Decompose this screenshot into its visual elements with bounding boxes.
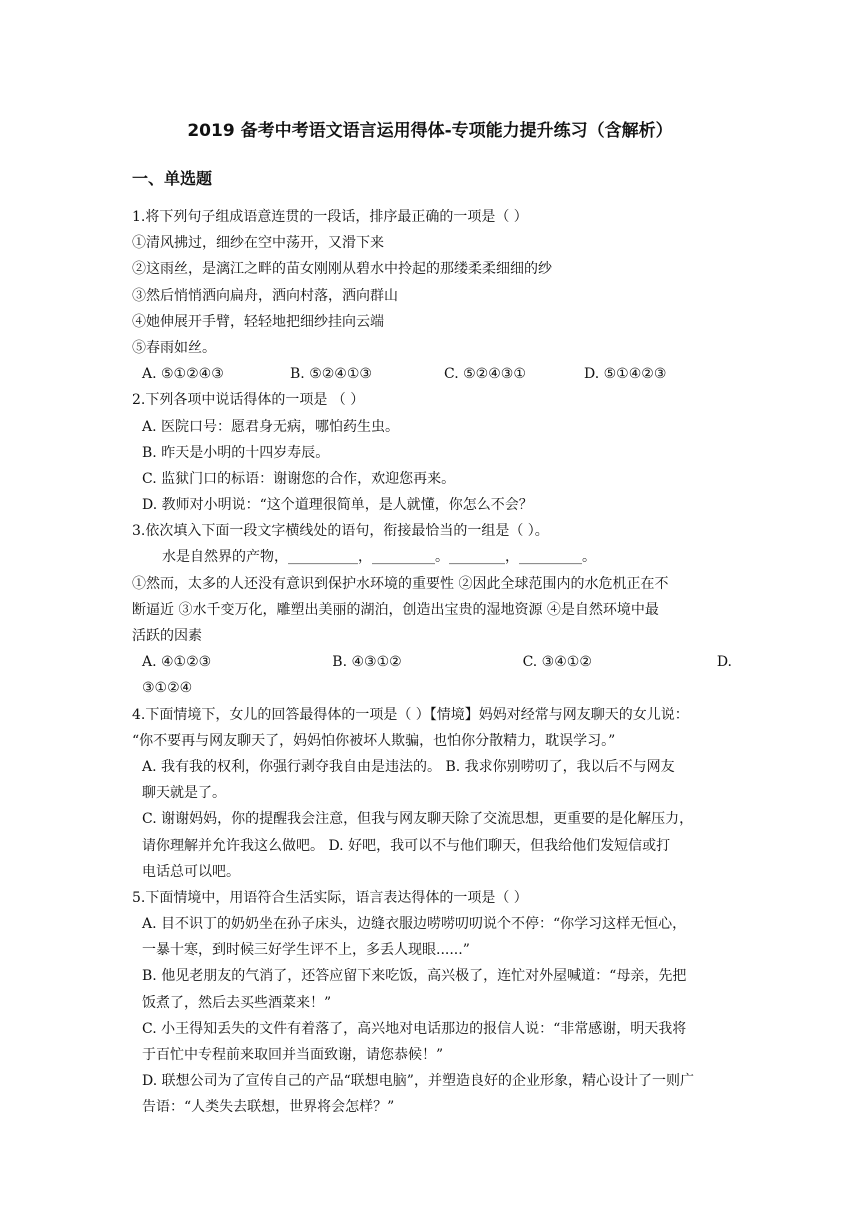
option-c: C. ③④①② (522, 654, 592, 671)
question-1-sentence: ①清风拂过，细纱在空中荡开，又滑下来 (132, 235, 384, 252)
question-3-choices: 活跃的因素 (132, 628, 202, 644)
option-b: B. ④③①② (332, 654, 402, 671)
option-b: B. 他见老朋友的气消了，还答应留下来吃饭，高兴极了，连忙对外屋喊道：“母亲，先把 (142, 968, 687, 985)
option-b: B. ⑤②④①③ (290, 366, 372, 383)
question-3-options (132, 649, 732, 675)
question-1-options (132, 361, 732, 387)
option-c: C. ⑤②④③① (444, 366, 526, 383)
question-4-stem: “你不要再与网友聊天了，妈妈怕你被坏人欺骗，也怕你分散精力，耽误学习。” (132, 732, 616, 749)
question-3-choices: 断逼近 ③水千变万化，雕塑出美丽的湖泊，创造出宝贵的湿地资源 ④是自然环境中最 (132, 601, 659, 618)
option-a: A. ④①②③ (142, 654, 212, 671)
option-c-continued: 于百忙中专程前来取回并当面致谢，请您恭候！” (142, 1047, 444, 1063)
question-4-stem: 4.下面情境下，女儿的回答最得体的一项是（ ）【情境】妈妈对经常与网友聊天的女儿说： (132, 706, 689, 723)
option-a: A. ⑤①②④③ (142, 366, 224, 383)
question-3-passage: 水是自然界的产物，__________，_________。________，_________。 (162, 549, 596, 566)
section-heading: 一、单选题 (132, 169, 213, 188)
question-1-sentence: ④她伸展开手臂，轻轻地把细纱挂向云端 (132, 313, 384, 330)
document-title: 2019 备考中考语文语言运用得体-专项能力提升练习（含解析） (187, 121, 673, 141)
question-1-sentence: ②这雨丝，是漓江之畔的苗女刚刚从碧水中拎起的那缕柔柔细细的纱 (132, 261, 552, 278)
question-1-sentence: ⑤春雨如丝。 (132, 339, 216, 356)
option-a: A. 医院口号：愿君身无病，哪怕药生虫。 (142, 418, 400, 435)
option-d-continued: 电话总可以吧。 (142, 863, 240, 880)
option-d: D. 教师对小明说：“这个道理很简单，是人就懂，你怎么不会？ (142, 497, 533, 514)
option-b-continued: 饭煮了，然后去买些酒菜来！” (142, 994, 332, 1011)
option-c: C. 谢谢妈妈，你的提醒我会注意，但我与网友聊天除了交流思想，更重要的是化解压力， (142, 811, 694, 828)
question-1-stem: 1.将下列句子组成语意连贯的一段话，排序最正确的一项是（ ） (132, 209, 528, 225)
option-a-continued: 一暴十寒，到时候三好学生评不上，多丢人现眼......” (142, 942, 470, 959)
question-2-stem: 2.下列各项中说话得体的一项是 （ ） (132, 392, 365, 409)
document-body (132, 204, 732, 1121)
option-d: ③①②④ (142, 680, 193, 697)
question-3-stem: 3.依次填入下面一段文字横线处的语句，衔接最恰当的一组是（ ）。 (132, 523, 549, 540)
option-c: C. 监狱门口的标语：谢谢您的合作，欢迎您再来。 (142, 470, 456, 487)
option-c: C. 小王得知丢失的文件有着落了，高兴地对电话那边的报信人说：“非常感谢，明天我将 (142, 1020, 687, 1037)
option-b-continued: 聊天就是了。 (142, 785, 226, 802)
option-d-label: D. (716, 654, 732, 671)
option-d: D. 联想公司为了宣传自己的产品“联想电脑”，并塑造良好的企业形象，精心设计了一则广 (142, 1073, 694, 1090)
option-c-d: 请你理解并允许我这么做吧。 D. 好吧，我可以不与他们聊天，但我给他们发短信或打 (142, 837, 671, 854)
question-5-stem: 5.下面情境中，用语符合生活实际，语言表达得体的一项是（ ） (132, 889, 528, 906)
option-d-continued: 告语：“人类失去联想，世界将会怎样？” (142, 1099, 395, 1116)
option-a: A. 目不识丁的奶奶坐在孙子床头，边缝衣服边唠唠叨叨说个不停：“你学习这样无恒心， (142, 916, 687, 933)
question-1-sentence: ③然后悄悄洒向扁舟，洒向村落，洒向群山 (132, 287, 398, 304)
option-a-b: A. 我有我的权利，你强行剥夺我自由是违法的。 B. 我求你别唠叨了，我以后不与网友 (142, 758, 675, 775)
question-3-choices: ①然而，太多的人还没有意识到保护水环境的重要性 ②因此全球范围内的水危机正在不 (132, 575, 669, 592)
option-b: B. 昨天是小明的十四岁寿辰。 (142, 444, 330, 461)
option-d: D. ⑤①④②③ (584, 366, 667, 383)
